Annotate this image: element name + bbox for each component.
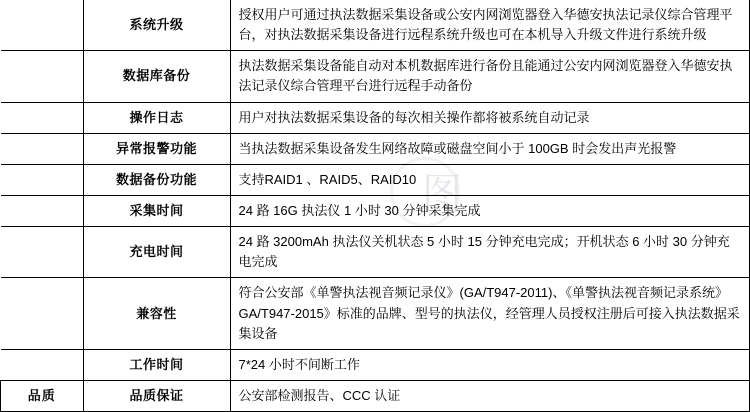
row-category (1, 349, 84, 380)
row-description: 7*24 小时不间断工作 (230, 349, 750, 380)
row-description: 授权用户可通过执法数据采集设备或公安内网浏览器登入华德安执法记录仪综合管理平台，对执法数据采集设备进行远程系统升级也可在本机导入升级文件进行系统升级 (230, 0, 750, 51)
row-description: 24 路 16G 执法仪 1 小时 30 分钟采集完成 (230, 195, 750, 226)
row-category (1, 227, 84, 278)
table-row (1, 195, 750, 226)
row-name: 数据备份功能 (83, 164, 230, 195)
row-category (1, 278, 84, 349)
table-row (1, 227, 750, 278)
row-category: 品质 (1, 380, 84, 411)
row-category (1, 51, 84, 102)
row-name: 系统升级 (83, 0, 230, 51)
row-name: 采集时间 (83, 195, 230, 226)
row-description: 公安部检测报告、CCC 认证 (230, 380, 750, 411)
spec-table-body (1, 0, 750, 412)
row-description: 支持RAID1 、RAID5、RAID10 (230, 164, 750, 195)
row-name: 工作时间 (83, 349, 230, 380)
row-description: 用户对执法数据采集设备的每次相关操作都将被系统自动记录 (230, 102, 750, 133)
row-category (1, 102, 84, 133)
watermark-text: 图 (422, 169, 464, 217)
table-row (1, 349, 750, 380)
row-category (1, 195, 84, 226)
table-row (1, 278, 750, 349)
table-row (1, 164, 750, 195)
table-row (1, 102, 750, 133)
row-description: 执法数据采集设备能自动对本机数据库进行备份且能通过公安内网浏览器登入华德安执法记录仪综合管理平台进行远程手动备份 (230, 51, 750, 102)
row-name: 数据库备份 (83, 51, 230, 102)
row-description: 当执法数据采集设备发生网络故障或磁盘空间小于 100GB 时会发出声光报警 (230, 133, 750, 164)
table-row (1, 380, 750, 411)
row-description: 符合公安部《单警执法视音频记录仪》(GA/T947-2011)、《单警执法视音频记录系统》GA/T947-2015》标准的品牌、型号的执法仪，经管理人员授权注册后可接入执法数据采集设备 (230, 278, 750, 349)
table-row (1, 51, 750, 102)
row-category (1, 133, 84, 164)
row-name: 品质保证 (83, 380, 230, 411)
row-category (1, 0, 84, 51)
row-name: 异常报警功能 (83, 133, 230, 164)
table-row (1, 0, 750, 51)
row-name: 兼容性 (83, 278, 230, 349)
row-category (1, 164, 84, 195)
row-name: 充电时间 (83, 227, 230, 278)
row-name: 操作日志 (83, 102, 230, 133)
row-description: 24 路 3200mAh 执法仪关机状态 5 小时 15 分钟充电完成；开机状态 6 小时 30 分钟充电完成 (230, 227, 750, 278)
table-row (1, 133, 750, 164)
